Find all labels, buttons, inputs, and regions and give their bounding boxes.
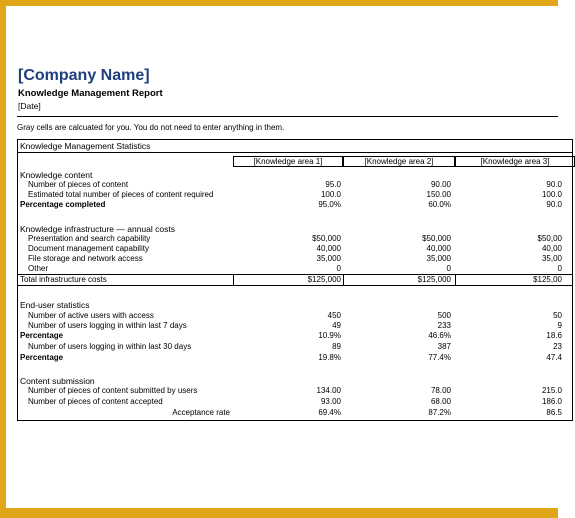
cell-area-1: 93.00 [320,397,341,406]
cell-area-3: 47.4 [546,353,562,362]
report-date: [Date] [18,101,41,111]
cell-area-1: 40,000 [316,244,341,253]
cell-area-3: 23 [553,342,562,351]
row-label: Document management capability [28,244,149,253]
table-row [18,331,572,341]
cell-area-3: 9 [557,321,562,330]
row-label: Total infrastructure costs [20,275,107,284]
cell-area-3: 40,00 [541,244,562,253]
section-title: Knowledge content [20,170,93,180]
column-divider [343,274,344,285]
table-row [18,254,572,264]
cell-area-2: 0 [446,264,451,273]
cell-area-1: $125,000 [307,275,341,284]
column-divider [233,274,234,285]
table-row-total [18,275,572,285]
cell-area-3: 215.0 [541,386,562,395]
cell-area-2: $50,000 [422,234,451,243]
cell-area-1: 19.8% [318,353,341,362]
section-title-row [18,224,572,234]
cell-area-2: 500 [437,311,451,320]
row-label: Percentage completed [20,200,106,209]
spreadsheet-page [6,6,562,508]
cell-area-3: 50 [553,311,562,320]
cell-area-2: 87.2% [428,408,451,417]
cell-area-2: 78.00 [430,386,451,395]
row-label: Number of pieces of content submitted by users [28,386,198,395]
statistics-table [17,139,573,421]
table-row [18,311,572,321]
report-title: Knowledge Management Report [18,88,163,99]
total-rule [18,285,572,286]
table-row [18,386,572,396]
table-row [18,408,572,418]
column-divider [455,274,456,285]
row-label: Number of pieces of content accepted [28,397,163,406]
cell-area-2: 150.00 [426,190,451,199]
cell-area-1: $50,000 [312,234,341,243]
row-label: Percentage [20,353,64,362]
cell-area-1: 0 [336,264,341,273]
cell-area-3: 86.5 [546,408,562,417]
cell-area-1: 35,000 [316,254,341,263]
section-title-row [18,376,572,386]
cell-area-1: 10.9% [318,331,341,340]
column-header-area-2: [Knowledge area 2] [343,156,455,167]
table-row [18,180,572,190]
cell-area-3: 90.0 [546,200,562,209]
cell-area-1: 95.0 [325,180,341,189]
row-label: Acceptance rate [172,408,230,417]
cell-area-3: 18.6 [546,331,562,340]
section-title-row [18,300,572,310]
cell-area-2: 77.4% [428,353,451,362]
table-row [18,264,572,274]
cell-area-1: 450 [327,311,341,320]
row-label: Percentage [20,331,64,340]
table-row [18,397,572,407]
cell-area-2: 35,000 [426,254,451,263]
table-row [18,234,572,244]
table-title: Knowledge Management Statistics [18,140,572,153]
cell-area-2: $125,000 [417,275,451,284]
cell-area-3: 35,00 [541,254,562,263]
cell-area-3: 0 [557,264,562,273]
instructions-note: Gray cells are calcuated for you. You do not need to enter anything in them. [17,116,558,132]
cell-area-1: 49 [332,321,341,330]
cell-area-3: 186.0 [541,397,562,406]
table-row [18,321,572,331]
row-label: Other [28,264,49,273]
cell-area-1: 89 [332,342,341,351]
row-label: Number of active users with access [28,311,154,320]
section-title-row [18,170,572,180]
cell-area-3: $125,00 [533,275,562,284]
table-row [18,190,572,200]
cell-area-3: $50,00 [537,234,562,243]
table-row [18,244,572,254]
cell-area-2: 60.0% [428,200,451,209]
row-label: Number of users logging in within last 30 days [28,342,192,351]
column-header-area-1: [Knowledge area 1] [233,156,343,167]
cell-area-3: 100.0 [541,190,562,199]
cell-area-2: 46.6% [428,331,451,340]
cell-area-1: 95.0% [318,200,341,209]
cell-area-3: 90.0 [546,180,562,189]
cell-area-2: 387 [437,342,451,351]
cell-area-2: 40,000 [426,244,451,253]
section-title: Knowledge infrastructure — annual costs [20,224,175,234]
cell-area-2: 68.00 [430,397,451,406]
table-row [18,342,572,352]
cell-area-2: 233 [437,321,451,330]
column-header-area-3: [Knowledge area 3] [455,156,575,167]
table-row [18,200,572,210]
section-title: End-user statistics [20,300,90,310]
row-label: Estimated total number of pieces of content required [28,190,214,199]
cell-area-2: 90.00 [430,180,451,189]
row-label: Presentation and search capability [28,234,151,243]
row-label: File storage and network access [28,254,143,263]
cell-area-1: 100.0 [320,190,341,199]
section-title: Content submission [20,376,95,386]
table-row [18,353,572,363]
cell-area-1: 134.00 [316,386,341,395]
company-name: [Company Name] [18,67,150,84]
row-label: Number of users logging in within last 7 days [28,321,187,330]
cell-area-1: 69.4% [318,408,341,417]
row-label: Number of pieces of content [28,180,129,189]
